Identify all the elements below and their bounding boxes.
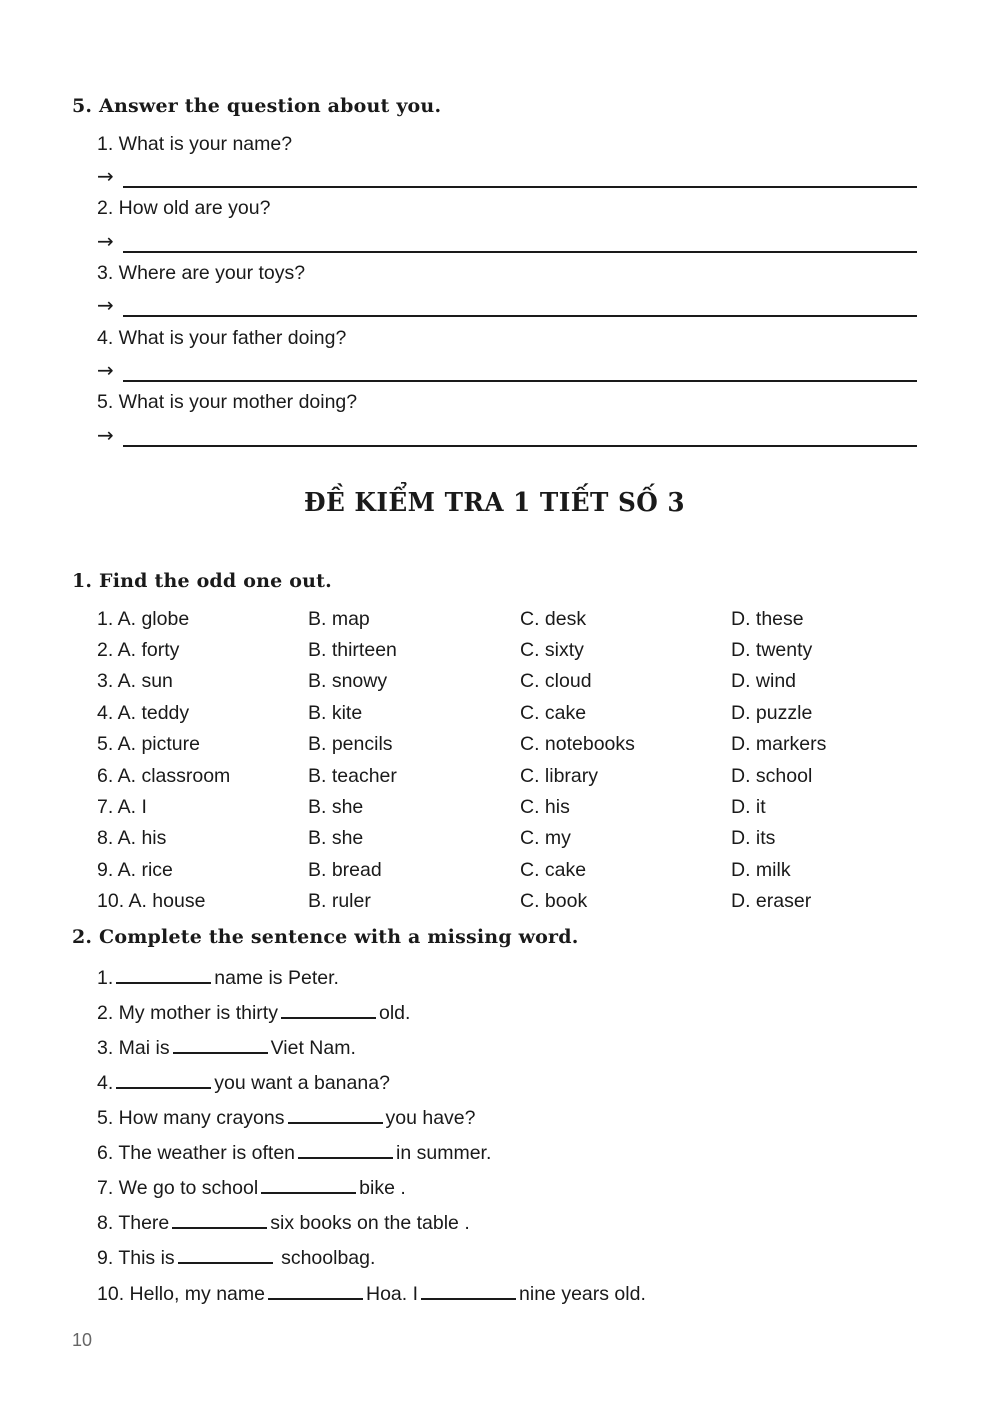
sentence-text: 2. My mother is thirty [97,1002,278,1024]
odd-one-row [97,639,937,665]
option-d[interactable]: D. milk [731,859,791,881]
option-d[interactable]: D. its [731,827,776,849]
option-d[interactable]: D. it [731,796,766,818]
odd-one-row [97,796,937,822]
answer-rule [123,186,917,188]
answer-rule [123,315,917,317]
blank-field[interactable] [288,1104,383,1124]
option-d[interactable]: D. twenty [731,639,813,661]
option-c[interactable]: C. cake [520,859,587,881]
fill-sentence-8 [97,1209,470,1235]
option-a[interactable]: 4. A. teddy [97,702,190,724]
option-a[interactable]: 6. A. classroom [97,765,231,787]
page-number: 10 [72,1330,93,1350]
odd-one-row [97,608,937,634]
answer-line-2[interactable] [97,229,917,257]
question-3: 3. Where are your toys? [97,262,306,284]
sentence-text: six books on the table . [270,1212,470,1234]
test-title: ĐỀ KIỂM TRA 1 TIẾT SỐ 3 [303,488,686,518]
answer-rule [123,445,917,447]
option-c[interactable]: C. my [520,827,571,849]
option-a[interactable]: 7. A. I [97,796,147,818]
odd-one-row [97,859,937,885]
blank-field[interactable] [421,1280,516,1300]
answer-line-1[interactable] [97,164,917,192]
arrow-icon: → [97,293,114,317]
option-c[interactable]: C. cake [520,702,587,724]
option-c[interactable]: C. desk [520,608,587,630]
option-b[interactable]: B. kite [308,702,363,724]
option-d[interactable]: D. these [731,608,804,630]
option-c[interactable]: C. his [520,796,570,818]
fill-sentence-7 [97,1174,406,1200]
option-b[interactable]: B. she [308,827,364,849]
option-a[interactable]: 2. A. forty [97,639,180,661]
option-c[interactable]: C. book [520,890,588,912]
fill-sentence-5 [97,1104,476,1130]
section-2-title: 2. Complete the sentence with a missing word. [72,926,579,948]
option-b[interactable]: B. bread [308,859,382,881]
option-d[interactable]: D. wind [731,670,797,692]
blank-field[interactable] [298,1139,393,1159]
blank-field[interactable] [178,1244,273,1264]
sentence-text: 7. We go to school [97,1177,259,1199]
question-1: 1. What is your name? [97,133,293,155]
answer-line-5[interactable] [97,423,917,451]
sentence-text: 4. [97,1072,114,1094]
answer-line-3[interactable] [97,293,917,321]
blank-field[interactable] [173,1034,268,1054]
odd-one-row [97,670,937,696]
blank-field[interactable] [116,964,211,984]
option-b[interactable]: B. snowy [308,670,388,692]
option-b[interactable]: B. she [308,796,364,818]
sentence-text: nine years old. [519,1283,646,1305]
sentence-text: bike . [359,1177,406,1199]
blank-field[interactable] [172,1209,267,1229]
arrow-icon: → [97,358,114,382]
question-5: 5. What is your mother doing? [97,391,358,413]
odd-one-row [97,765,937,791]
option-b[interactable]: B. map [308,608,370,630]
fill-sentence-6 [97,1139,491,1165]
option-a[interactable]: 10. A. house [97,890,206,912]
fill-sentence-3 [97,1034,356,1060]
sentence-text: 6. The weather is often [97,1142,296,1164]
sentence-text: 8. There [97,1212,170,1234]
blank-field[interactable] [268,1280,363,1300]
fill-sentence-4 [97,1069,390,1095]
sentence-text: 9. This is [97,1247,175,1269]
fill-sentence-10 [97,1280,646,1306]
section-5-title: 5. Answer the question about you. [72,95,442,117]
option-d[interactable]: D. school [731,765,813,787]
option-a[interactable]: 1. A. globe [97,608,190,630]
answer-rule [123,380,917,382]
option-c[interactable]: C. notebooks [520,733,635,755]
blank-field[interactable] [261,1174,356,1194]
option-a[interactable]: 3. A. sun [97,670,173,692]
blank-field[interactable] [116,1069,211,1089]
odd-one-row [97,702,937,728]
sentence-text: 5. How many crayons [97,1107,285,1129]
option-b[interactable]: B. ruler [308,890,371,912]
option-c[interactable]: C. cloud [520,670,592,692]
odd-one-row [97,733,937,759]
sentence-text: name is Peter. [214,967,339,989]
fill-sentence-9 [97,1244,375,1270]
option-b[interactable]: B. teacher [308,765,397,787]
sentence-text: Hoa. I [366,1283,419,1305]
option-d[interactable]: D. puzzle [731,702,813,724]
answer-rule [123,251,917,253]
option-a[interactable]: 9. A. rice [97,859,173,881]
option-b[interactable]: B. pencils [308,733,393,755]
option-d[interactable]: D. markers [731,733,827,755]
sentence-text: schoolbag. [275,1247,376,1269]
blank-field[interactable] [281,999,376,1019]
sentence-text: 10. Hello, my name [97,1283,265,1305]
question-4: 4. What is your father doing? [97,327,347,349]
section-1-title: 1. Find the odd one out. [72,570,332,592]
option-c[interactable]: C. sixty [520,639,584,661]
arrow-icon: → [97,229,114,253]
option-a[interactable]: 5. A. picture [97,733,200,755]
sentence-text: 1. [97,967,114,989]
sentence-text: in summer. [396,1142,492,1164]
fill-sentence-1 [97,964,339,990]
sentence-text: 3. Mai is [97,1037,170,1059]
odd-one-row [97,827,937,853]
option-a[interactable]: 8. A. his [97,827,167,849]
question-2: 2. How old are you? [97,197,271,219]
arrow-icon: → [97,423,114,447]
arrow-icon: → [97,164,114,188]
sentence-text: you want a banana? [214,1072,390,1094]
option-d[interactable]: D. eraser [731,890,812,912]
sentence-text: old. [378,1002,411,1024]
option-b[interactable]: B. thirteen [308,639,397,661]
odd-one-row [97,890,937,916]
sentence-text: Viet Nam. [270,1037,356,1059]
sentence-text: you have? [385,1107,476,1129]
answer-line-4[interactable] [97,358,917,386]
option-c[interactable]: C. library [520,765,599,787]
fill-sentence-2 [97,999,410,1025]
